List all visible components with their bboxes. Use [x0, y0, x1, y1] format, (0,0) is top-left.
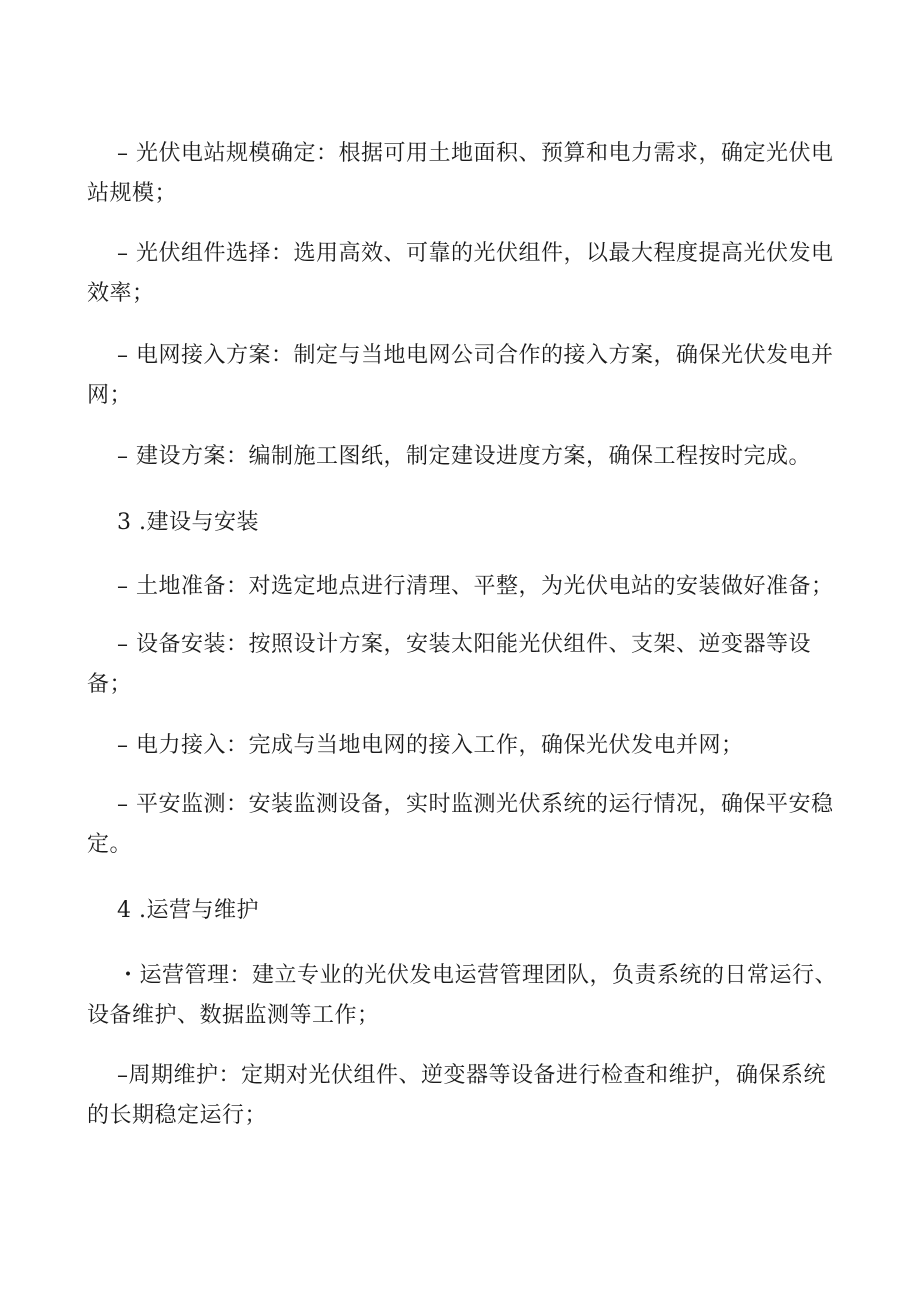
paragraph-construction-plan: – 建设方案：编制施工图纸，制定建设进度方案，确保工程按时完成。	[117, 444, 811, 469]
paragraph-modules: – 光伏组件选择：选用高效、可靠的光伏组件，以最大程度提高光伏发电效率；	[87, 241, 834, 306]
section-heading-3: 3 .建设与安装	[117, 510, 259, 535]
paragraph-grid: – 电网接入方案：制定与当地电网公司合作的接入方案，确保光伏发电并网；	[87, 343, 834, 408]
section-heading-4: 4 .运营与维护	[117, 898, 259, 923]
paragraph-power-connection: – 电力接入：完成与当地电网的接入工作，确保光伏发电并网；	[117, 733, 744, 758]
paragraph-periodic-maintenance: –周期维护：定期对光伏组件、逆变器等设备进行检查和维护，确保系统的长期稳定运行；	[87, 1063, 827, 1128]
paragraph-equipment-install: – 设备安装：按照设计方案，安装太阳能光伏组件、支架、逆变器等设备；	[87, 632, 811, 697]
paragraph-operations-management: ・运营管理：建立专业的光伏发电运营管理团队，负责系统的日常运行、设备维护、数据监测等工作；	[87, 963, 838, 1028]
paragraph-safety-monitoring: – 平安监测：安装监测设备，实时监测光伏系统的运行情况，确保平安稳定。	[87, 792, 834, 857]
paragraph-land-prep: – 土地准备：对选定地点进行清理、平整，为光伏电站的安装做好准备；	[117, 574, 834, 599]
paragraph-scale: – 光伏电站规模确定：根据可用土地面积、预算和电力需求，确定光伏电站规模；	[87, 141, 834, 206]
